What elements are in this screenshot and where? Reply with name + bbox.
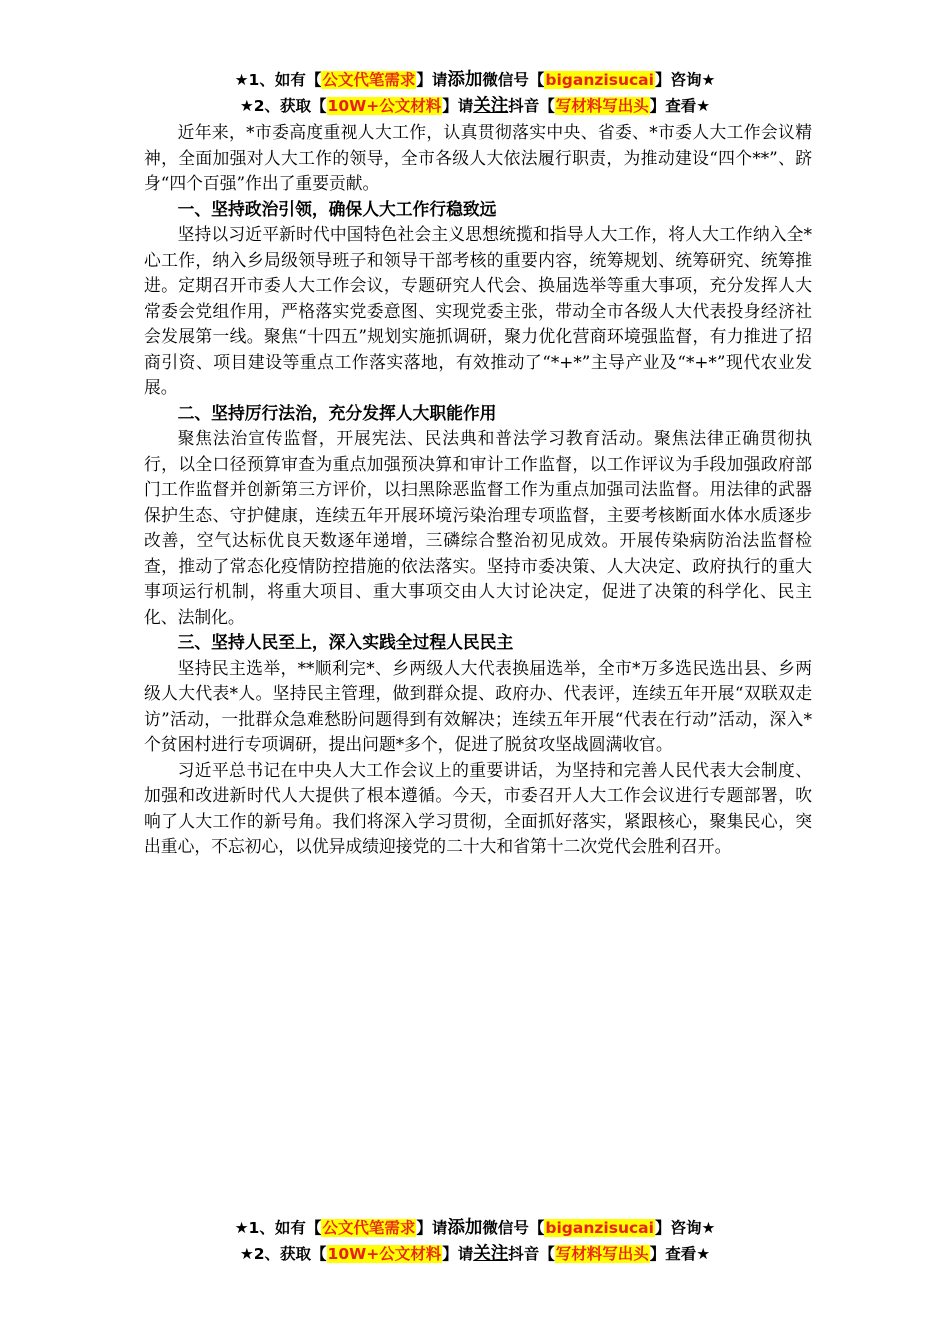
banner-text: 抖音【 (508, 1245, 555, 1263)
section-heading-3: 三、坚持人民至上，深入实践全过程人民民主 (177, 632, 514, 652)
banner-text: 】咨询★ (654, 71, 716, 89)
top-banner (0, 67, 950, 119)
highlight-materials: 10W+公文材料 (327, 1245, 442, 1263)
document-body (144, 120, 812, 860)
section-body-2: 聚焦法治宣传监督，开展宪法、民法典和普法学习教育活动。聚焦法律正确贯彻执行，以全口径预算审查为重点加强预决算和审计工作监督，以工作评议为手段加强政府部门工作监督并创新第三方评价，以扫黑除恶监督工作为重点加强司法监督。用法律的武器保护生态、守护健康，连续五年开展环境污染治理专项监督，主要考核断面水体水质逐步改善，空气达标优良天数逐年递增，三磷综合整治初见成效。开展传染病防治法监督检查，推动了常态化疫情防控措施的依法落实。坚持市委决策、人大决定、政府执行的重大事项运行机制，将重大项目、重大事项交由人大讨论决定，促进了决策的科学化、民主化、法制化。 (144, 428, 812, 627)
banner-text: 】请 (416, 1219, 448, 1237)
conclusion-paragraph: 习近平总书记在中央人大工作会议上的重要讲话，为坚持和完善人民代表大会制度、加强和改进新时代人大提供了根本遵循。今天，市委召开人大工作会议进行专题部署，吹响了人大工作的新号角。我们将深入学习贯彻，全面抓好落实，紧跟核心，聚集民心，突出重心，不忘初心，以优异成绩迎接党的二十大和省第十二次党代会胜利召开。 (144, 759, 812, 856)
banner-text: 】请 (416, 71, 448, 89)
banner-emphasis: 关注 (473, 96, 509, 116)
banner-text: 】请 (442, 97, 474, 115)
banner-line-1 (0, 1215, 950, 1241)
star-icon: ★ (234, 1219, 249, 1237)
banner-text: 微信号【 (482, 1219, 545, 1237)
highlight-service: 公文代笔需求 (322, 1219, 416, 1237)
banner-line-2 (0, 93, 950, 119)
section-heading-2: 二、坚持厉行法治，充分发挥人大职能作用 (177, 402, 497, 423)
intro-paragraph: 近年来，*市委高度重视人大工作，认真贯彻落实中央、省委、*市委人大工作会议精神，全面加强对人大工作的领导，全市各级人大依法履行职责，为推动建设“四个**”、跻身“四个百强”作出了重要贡献。 (144, 122, 812, 193)
highlight-wechat-id: biganzisucai (545, 1219, 654, 1237)
banner-text: 1、如有【 (248, 1219, 322, 1237)
banner-text: 1、如有【 (248, 71, 322, 89)
highlight-wechat-id: biganzisucai (545, 71, 654, 89)
bottom-banner (0, 1215, 950, 1267)
banner-emphasis: 添加 (447, 70, 483, 90)
section-heading-1: 一、坚持政治引领，确保人大工作行稳致远 (177, 198, 497, 219)
section-body-3: 坚持民主选举，**顺利完*、乡两级人大代表换届选举，全市*万多选民选出县、乡两级人大代表*人。坚持民主管理，做到群众提、政府办、代表评，连续五年开展“双联双走访”活动，一批群众急难愁盼问题得到有效解决；连续五年开展“代表在行动”活动，深入*个贫困村进行专项调研，提出问题*多个，促进了脱贫攻坚战圆满收官。 (144, 657, 812, 754)
banner-line-1 (0, 67, 950, 93)
highlight-douyin-account: 写材料写出头 (555, 97, 649, 115)
banner-emphasis: 关注 (473, 1244, 509, 1264)
banner-text: 2、获取【 (253, 1245, 327, 1263)
banner-text: 】查看★ (649, 1245, 711, 1263)
highlight-douyin-account: 写材料写出头 (555, 1245, 649, 1263)
banner-text: 】请 (442, 1245, 474, 1263)
star-icon: ★ (239, 1245, 254, 1263)
star-icon: ★ (234, 71, 249, 89)
star-icon: ★ (239, 97, 254, 115)
highlight-materials: 10W+公文材料 (327, 97, 442, 115)
banner-text: 抖音【 (508, 97, 555, 115)
section-body-1: 坚持以习近平新时代中国特色社会主义思想统揽和指导人大工作，将人大工作纳入全*心工作，纳入乡局级领导班子和领导干部考核的重要内容，统筹规划、统筹研究、统筹推进。定期召开市委人大工作会议，专题研究人代会、换届选举等重大事项，充分发挥人大常委会党组作用，严格落实党委意图、实现党委主张，带动全市各级人大代表投身经济社会发展第一线。聚焦“十四五”规划实施抓调研，聚力优化营商环境强监督，有力推进了招商引资、项目建设等重点工作落实落地，有效推动了“*+*”主导产业及“*+*”现代农业发展。 (144, 224, 812, 397)
banner-text: 】查看★ (649, 97, 711, 115)
banner-text: 2、获取【 (253, 97, 327, 115)
banner-line-2 (0, 1241, 950, 1267)
banner-emphasis: 添加 (447, 1218, 483, 1238)
highlight-service: 公文代笔需求 (322, 71, 416, 89)
banner-text: 】咨询★ (654, 1219, 716, 1237)
banner-text: 微信号【 (482, 71, 545, 89)
